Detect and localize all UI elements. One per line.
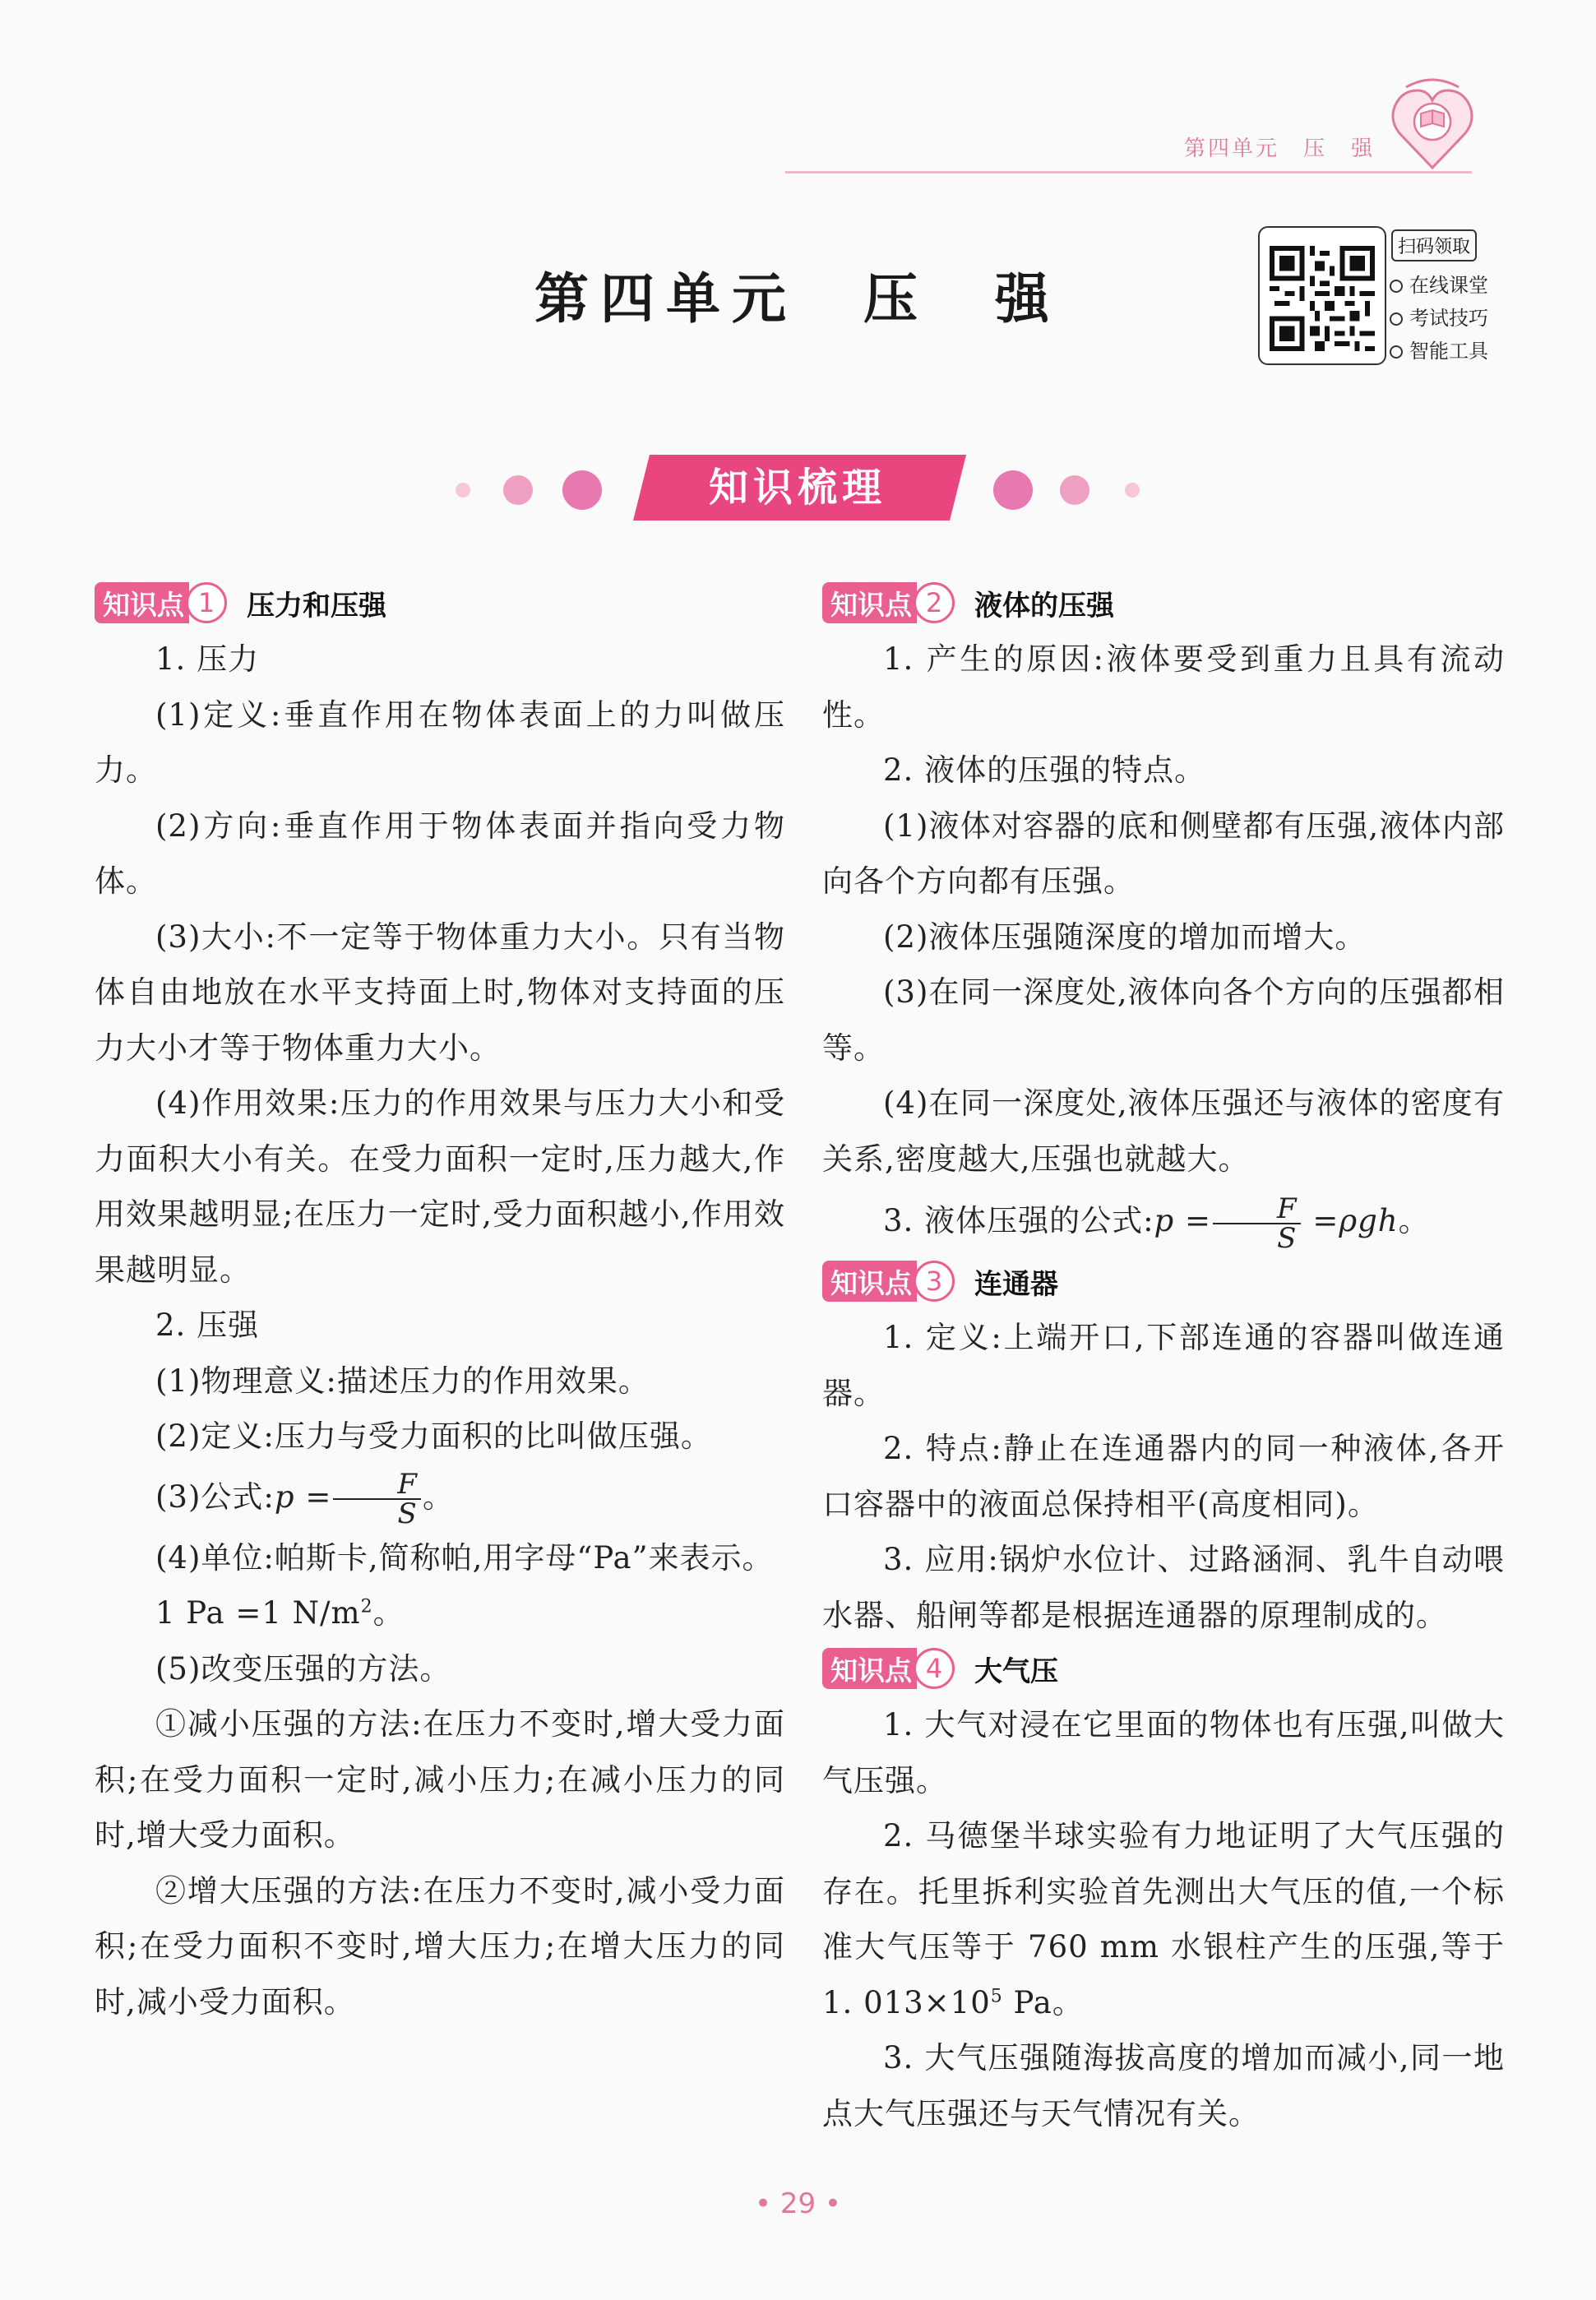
kp-badge: 知识点	[95, 582, 189, 623]
paragraph: ②增大压强的方法:在压力不变时,减小受力面积;在受力面积不变时,增大压力;在增大压力的同时,减小受力面积。	[95, 1872, 785, 2020]
right-column	[822, 577, 1505, 2141]
paragraph: (1)物理意义:描述压力的作用效果。	[155, 1363, 650, 1399]
paragraph: (5)改变压强的方法。	[155, 1650, 451, 1687]
paragraph: (4)单位:帕斯卡,简称帕,用字母“Pa”来表示。	[155, 1539, 774, 1576]
paragraph: 1. 压力	[155, 641, 260, 677]
qr-frame	[1258, 226, 1386, 365]
banner-title: 知识梳理	[708, 465, 886, 511]
paragraph: 2. 特点:静止在连通器内的同一种液体,各开口容器中的液面总保持相平(高度相同)。	[822, 1431, 1505, 1522]
paragraph: 1. 大气对浸在它里面的物体也有压强,叫做大气压强。	[822, 1707, 1505, 1798]
paragraph: 1. 定义:上端开口,下部连通的容器叫做连通器。	[822, 1320, 1505, 1411]
paragraph: (2)定义:压力与受力面积的比叫做压强。	[155, 1418, 712, 1454]
unit-title: 第四单元 压 强	[534, 267, 1061, 331]
formula-paragraph: 3. 液体压强的公式:p = $\frac{F}{S}$ =ρgh。	[883, 1192, 1430, 1255]
kp-badge: 知识点	[822, 1648, 917, 1689]
paragraph: 3. 大气压强随海拔高度的增加而减小,同一地点大气压强还与天气情况有关。	[822, 2040, 1505, 2131]
paragraph: 1. 产生的原因:液体要受到重力且具有流动性。	[822, 641, 1505, 733]
knowledge-point-heading	[95, 577, 785, 628]
qr-code-icon[interactable]	[1270, 246, 1375, 351]
kp-title: 大气压	[974, 1654, 1058, 1688]
running-header: 第四单元 压 强	[1184, 137, 1376, 161]
paragraph: (1)定义:垂直作用在物体表面上的力叫做压力。	[95, 696, 785, 788]
paragraph: (2)液体压强随深度的增加而增大。	[883, 919, 1367, 955]
paragraph: 2. 压强	[155, 1307, 260, 1343]
qr-panel	[1258, 226, 1505, 370]
kp-badge: 知识点	[822, 582, 917, 623]
kp-number: 1	[186, 582, 227, 623]
page-number: • 29 •	[755, 2187, 841, 2220]
paragraph: 3. 应用:锅炉水位计、过路涵洞、乳牛自动喂水器、船闸等都是根据连通器的原理制成的。	[822, 1542, 1505, 1633]
section-banner	[448, 451, 1147, 525]
kp-badge: 知识点	[822, 1261, 917, 1302]
fraction: $\frac{F}{S}$	[333, 1470, 421, 1528]
kp-title: 压力和压强	[247, 589, 386, 622]
paragraph: (2)方向:垂直作用于物体表面并指向受力物体。	[95, 808, 785, 899]
knowledge-point-heading	[822, 577, 1505, 628]
paragraph: (3)在同一深度处,液体向各个方向的压强都相等。	[822, 974, 1505, 1066]
qr-feature-item: 在线课堂	[1390, 269, 1488, 298]
left-column	[95, 577, 785, 2029]
formula-paragraph: (3)公式:p = $\frac{F}{S}$ 。	[155, 1468, 454, 1530]
kp-number: 2	[914, 582, 955, 623]
kp-number: 3	[914, 1261, 955, 1302]
paragraph: ①减小压强的方法:在压力不变时,增大受力面积;在受力面积一定时,减小压力;在减小压力的同时,增大受力面积。	[95, 1706, 785, 1853]
header-divider	[785, 171, 1472, 174]
heart-book-emblem-icon	[1390, 76, 1476, 174]
paragraph: (4)作用效果:压力的作用效果与压力大小和受力面积大小有关。在受力面积一定时,压力越大,作用效果越明显;在压力一定时,受力面积越小,作用效果越明显。	[95, 1085, 785, 1288]
paragraph: (1)液体对容器的底和侧壁都有压强,液体内部向各个方向都有压强。	[822, 808, 1505, 899]
paragraph: 2. 马德堡半球实验有力地证明了大气压强的存在。托里拆利实验首先测出大气压的值,一个标准大气压等于 760 mm 水银柱产生的压强,等于 1. $013\times 10^5$ Pa。	[822, 1818, 1505, 2020]
fraction: $\frac{F}{S}$	[1213, 1195, 1301, 1252]
unit-paragraph: 1 Pa =1 $N/m^2$。	[155, 1595, 405, 1631]
qr-scan-label: 扫码领取	[1391, 229, 1477, 261]
qr-feature-item: 考试技巧	[1390, 302, 1488, 331]
kp-number: 4	[914, 1648, 955, 1689]
circle-bullet-icon	[1390, 280, 1403, 293]
circle-bullet-icon	[1390, 345, 1403, 359]
kp-title: 液体的压强	[974, 589, 1114, 622]
knowledge-point-heading	[822, 1643, 1505, 1694]
circle-bullet-icon	[1390, 312, 1403, 326]
kp-title: 连通器	[974, 1267, 1058, 1301]
qr-feature-item: 智能工具	[1390, 335, 1488, 363]
paragraph: (4)在同一深度处,液体压强还与液体的密度有关系,密度越大,压强也就越大。	[822, 1085, 1505, 1177]
paragraph: 2. 液体的压强的特点。	[883, 752, 1206, 788]
knowledge-point-heading	[822, 1256, 1505, 1307]
paragraph: (3)大小:不一定等于物体重力大小。只有当物体自由地放在水平支持面上时,物体对支持面的压力大小才等于物体重力大小。	[95, 919, 785, 1066]
